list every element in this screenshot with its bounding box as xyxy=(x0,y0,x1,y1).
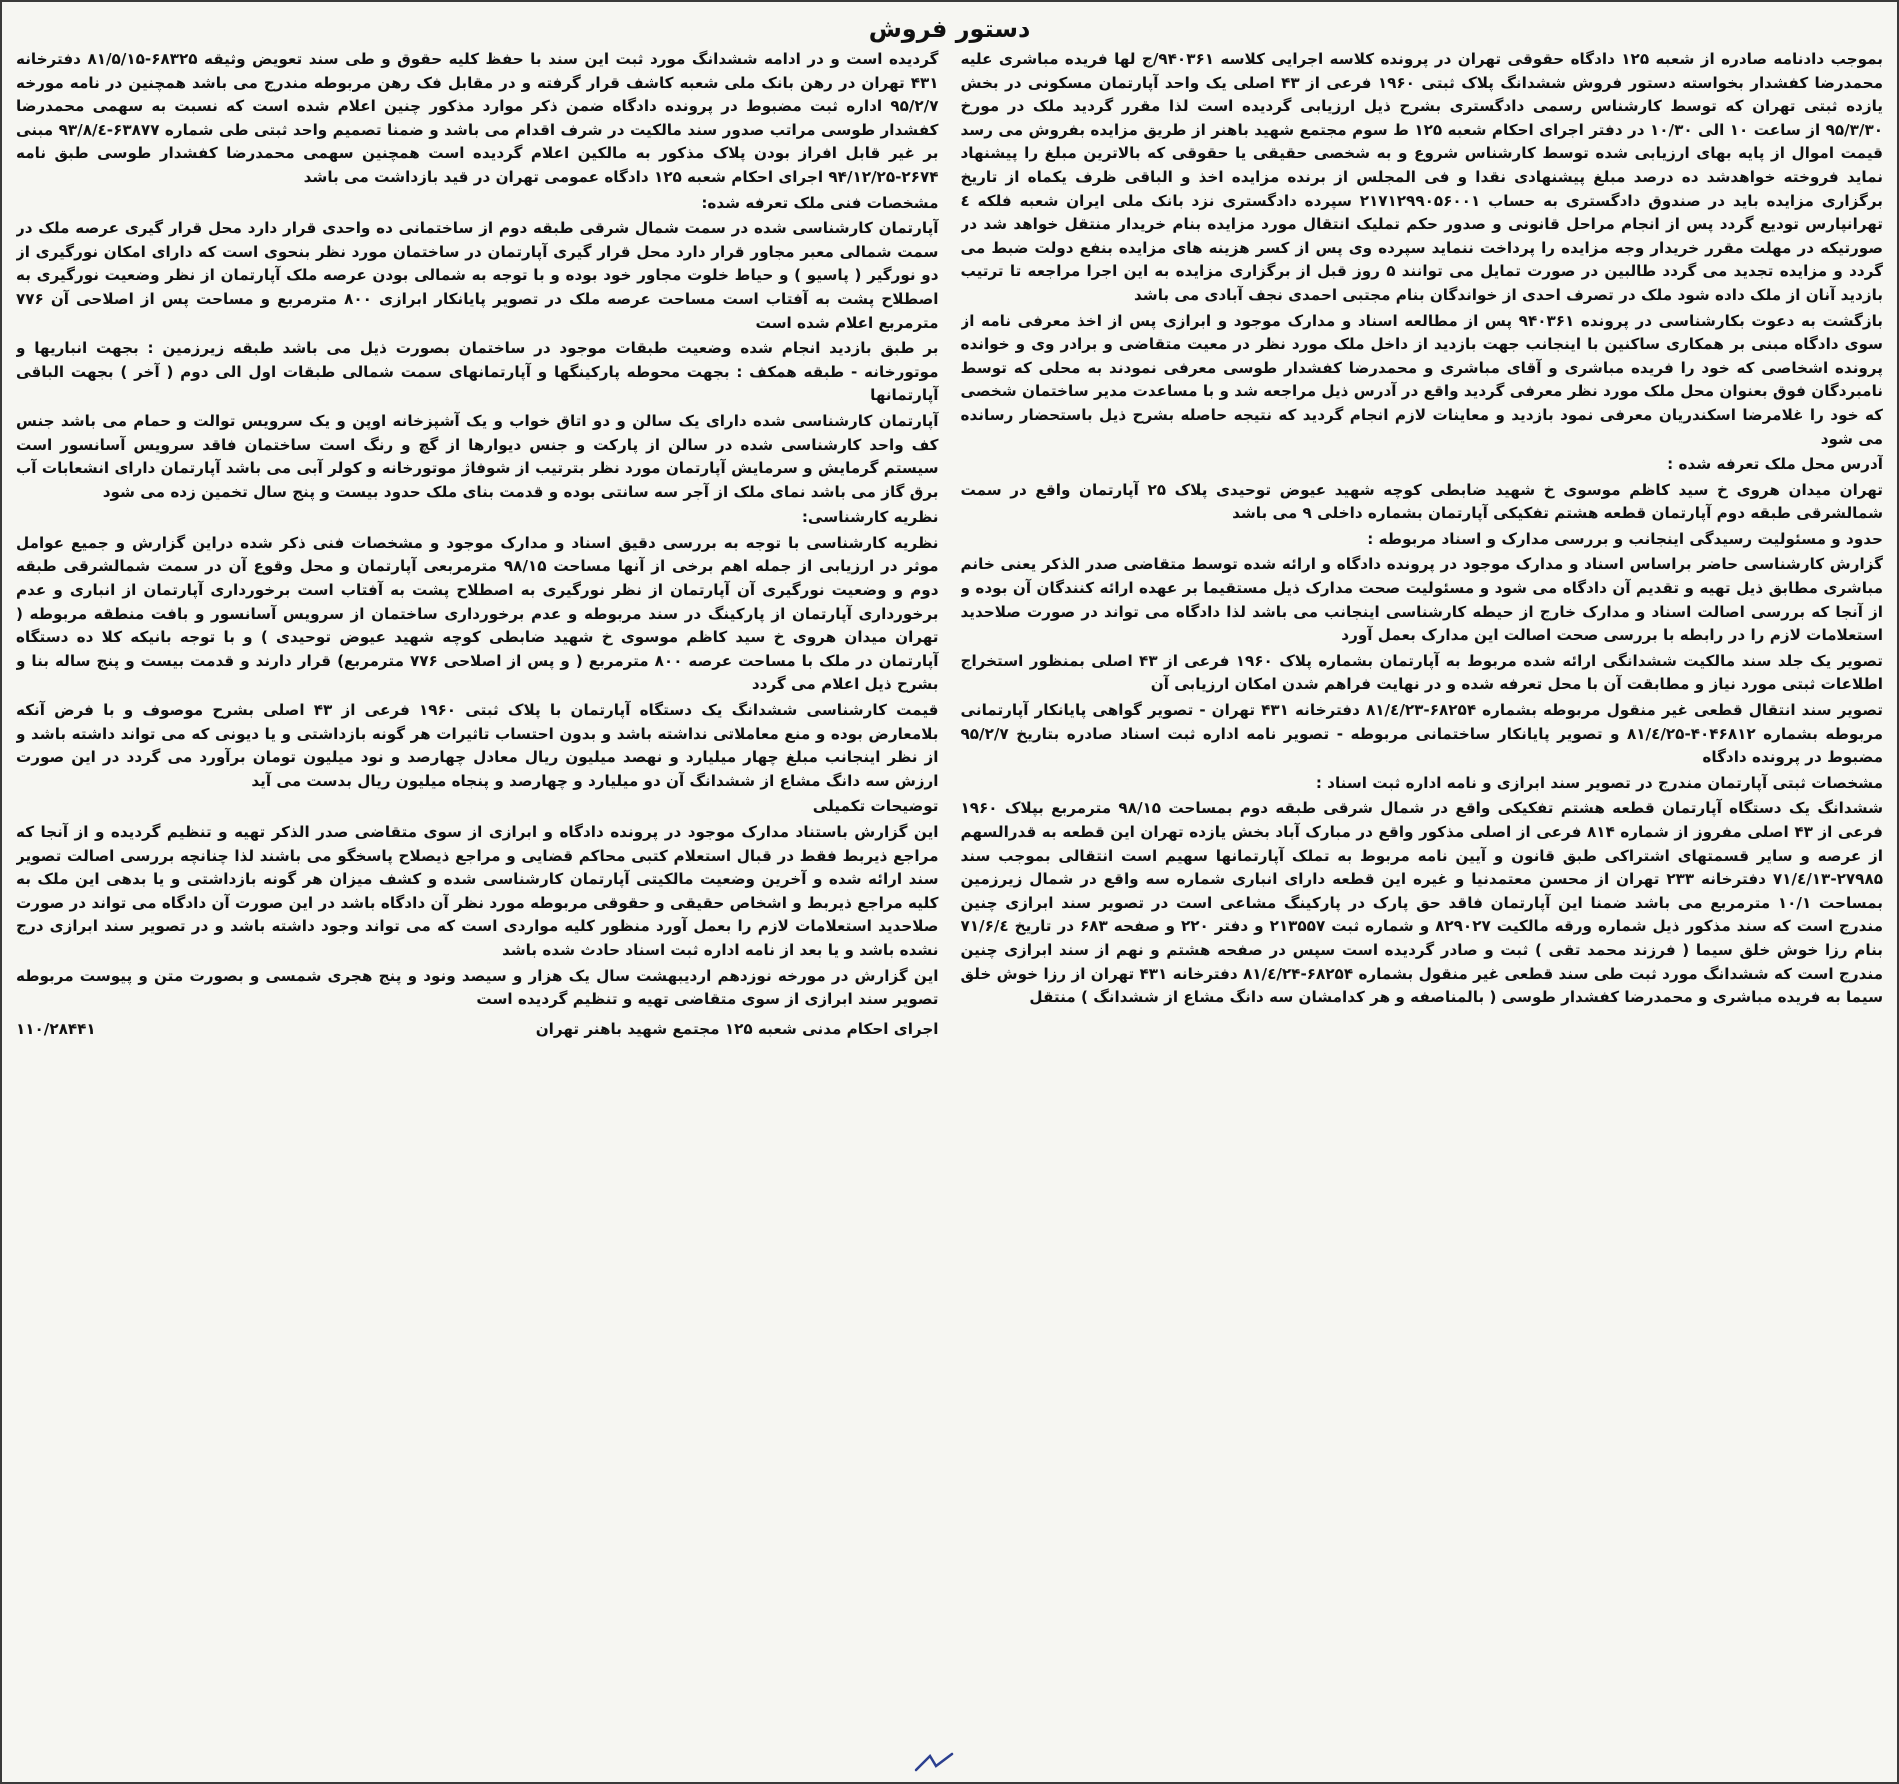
left-column xyxy=(16,48,939,1772)
doc-item: تصویر سند انتقال قطعی غیر منقول مربوطه بشماره ۶۸۲۵۴-۸۱/٤/۲۳ دفترخانه ۴۳۱ تهران - تصویر گواهی پایانکار آپارتمانی مربوطه بشماره ۴۰۴۶۸۱۲-۸۱/٤/۲۵ و تصویر پایانکار ساختمانی مربوطه - تصویر نامه اداره ثبت اسناد صادره بتاریخ ۹۵/۲/۷ مضبوط در پرونده دادگاه xyxy=(960,701,1883,767)
address-text: تهران میدان هروی خ سید کاظم موسوی خ شهید ضابطی کوچه شهید عیوض توحیدی پلاک ۲۵ آپارتمان واقع در سمت شمالشرقی طبقه دوم آپارتمان قطعه هشتم تفکیکی آپارتمان بشماره داخلی ۹ می باشد xyxy=(960,480,1883,523)
right-column xyxy=(961,48,1884,1772)
tech-paragraph: آپارتمان کارشناسی شده در سمت شمال شرقی طبقه دوم از ساختمانی ده واحدی قرار دارد محل قرار گیری عرصه ملک در سمت شمالی معبر مجاور قرار دارد محل قرار گیری آپارتمان در ساختمان مورد نظر بنحوی است که دارای امکان نورگیری از دو نورگیر ( پاسیو ) و حیاط خلوت مجاور خود بوده و با توجه به شمالی بودن عرصه ملک آپارتمان از نظر وضعیت نورگیری به اصطلاح پشت به آفتاب است مساحت عرصه ملک در تصویر پایانکار ابرازی ۸۰۰ مترمربع و مساحت پس از اصلاحی آن ۷۷۶ مترمربع اعلام شده است xyxy=(16,219,939,332)
address-heading: آدرس محل ملک تعرفه شده : xyxy=(1667,455,1883,474)
opinion-heading: نظریه کارشناسی: xyxy=(801,508,939,527)
paragraph-ownership-continued: گردیده است و در ادامه ششدانگ مورد ثبت این سند با حفظ کلیه حقوق و طی سند تعویض وثیقه ۶۸۳۲۵-۸۱/۵/۱۵ دفترخانه ۴۳۱ تهران در رهن بانک ملی شعبه کاشف قرار گرفته و در مقابل فک رهن مربوطه مندرج می باشد همچنین در نامه مورخه ۹۵/۲/۷ اداره ثبت مضبوط در پرونده دادگاه ضمن ذکر موارد مذکور چنین اعلام شده است که نسبت به سهمی محمدرضا کفشدار طوسی مراتب صدور سند مالکیت در شرف اقدام می باشد و ضمنا تصمیم واحد ثبتی طی شماره ۶۳۸۷۷-۹۳/۸/٤ مبنی بر غیر قابل افراز بودن پلاک مذکور به مالکین اعلام گردیده است همچنین سهمی محمدرضا کفشدار طوسی طبق نامه ۲۶۷۴-۹۴/۱۲/۲۵ اجرای احکام شعبه ۱۲۵ دادگاه عمومی تهران در قید بازداشت می باشد xyxy=(16,50,939,186)
limits-heading: حدود و مسئولیت رسیدگی اینجانب و بررسی مدارک و اسناد مربوطه : xyxy=(1367,529,1883,548)
notes-paragraph: این گزارش در مورخه نوزدهم اردیبهشت سال یک هزار و سیصد ونود و پنج هجری شمسی و بصورت متن و پیوست مربوطه تصویر سند ابرازی از سوی متقاضی تهیه و تنظیم گردیده است xyxy=(16,966,939,1009)
registry-heading: مشخصات ثبتی آپارتمان مندرج در تصویر سند ابرازی و نامه اداره ثبت اسناد : xyxy=(1315,773,1883,792)
limits-text: گزارش کارشناسی حاضر براساس اسناد و مدارک موجود در پرونده دادگاه و ارائه شده توسط متقاضی صدر الذکر یعنی خانم مباشری مطابق ذیل تهیه و تقدیم آن دادگاه می شود و مسئولیت صحت مدارک ذیل مستقیما بر عهده ارائه کنندگان آن بوده و از آنجا که بررسی اصالت اسناد و مدارک خارج از حیطه کارشناسی اینجانب می باشد لذا دادگاه می تواند در صورت صلاحدید استعلامات لازم را در رابطه با بررسی صحت اصالت این مدارک بعمل آورد xyxy=(960,555,1883,645)
notice-body xyxy=(16,48,1883,1772)
paragraph-expert-visit: بازگشت به دعوت بکارشناسی در پرونده ۹۴۰۳۶۱ پس از مطالعه اسناد و مدارک موجود و ابرازی پس از اخذ معرفی نامه از سوی دادگاه مبنی بر همکاری ساکنین با اینجانب جهت بازدید از داخل ملک مورد نظر در معیت متقاضی و برادر وی و خوانده پرونده اشخاصی که خود را فریده مباشری و آقای مباشری و محمدرضا کفشدار طوسی معرفی نمودند به محلی که توسط نامبردگان فوق بعنوان محل ملک مورد نظر معرفی گردید واقع در آدرس ذیل مراجعه شد و با مساعدت مدیر ساختمان شخصی که خود را غلامرضا اسکندریان معرفی نمود بازدید و معاینات لازم انجام گردید که نتیجه حاصله بشرح ذیل باستحضار رسانده می شود xyxy=(960,311,1883,448)
notes-paragraph: این گزارش باستناد مدارک موجود در پرونده دادگاه و ابرازی از سوی متقاضی صدر الذکر تهیه و تنظیم گردیده و از آنجا که مراجع ذیربط فقط در قبال استعلام کتبی محاکم قضایی و مراجع ذیصلاح پاسخگو می باشند لذا چنانچه بررسی اصالت تصویر سند ارائه شده و آخرین وضعیت مالکیتی آپارتمان کارشناسی شده و کشف میزان هر گونه بازداشتی و یا بدهی این ملک به کلیه مراجع ذیربط و اشخاص حقیقی و حقوقی مربوطه مورد نظر آن دادگاه باشد در این صورت آن دادگاه می تواند در صورت صلاحدید استعلامات لازم را بعمل آورد منظور کلیه مواردی است که می تواند وجود داشته باشد و در تصویر سند ابرازی درج نشده باشد و یا بعد از نامه اداره ثبت اسناد حادث شده باشد xyxy=(16,823,939,959)
tech-paragraph: بر طبق بازدید انجام شده وضعیت طبقات موجود در ساختمان بصورت ذیل می باشد طبقه زیرزمین : بجهت انباریها و موتورخانه - طبقه همکف : بجهت محوطه پارکینگها و آپارتمانهای سمت شمالی طبقات اول الی دوم ( آخر ) بجهت الباقی آپارتمانها xyxy=(16,339,939,405)
paragraph-court-order: بموجب دادنامه صادره از شعبه ۱۲۵ دادگاه حقوقی تهران در پرونده کلاسه اجرایی کلاسه ۹۴۰۳۶۱/ج لها فریده مباشری علیه محمدرضا کفشدار بخواسته دستور فروش ششدانگ پلاک ثبتی ۱۹۶۰ فرعی از ۴۳ اصلی یک واحد آپارتمان مسکونی در بخش یازده ثبتی تهران که توسط کارشناس رسمی دادگستری بشرح ذیل ارزیابی گردیده است لذا مقرر گردید ملک در مورخ ۹۵/۳/۳۰ از ساعت ۱۰ الی ۱۰/۳۰ در دفتر اجرای احکام شعبه ۱۲۵ ط سوم مجتمع شهید باهنر از طریق مزایده بفروش می رسد قیمت اموال از پایه بهای ارزیابی شده توسط کارشناس شروع و به شخصی حقیقی یا حقوقی که بالاترین مبلغ را پیشنهاد نماید فروخته خواهدشد ده درصد مبلغ پیشنهادی نقدا و فی المجلس از برنده مزایده اخذ و الباقی ظرف یکماه از تاریخ برگزاری مزایده باید در صندوق دادگستری به حساب ۲۱۷۱۲۹۹۰۵۶۰۰۱ سپرده دادگستری نزد بانک ملی ایران شعبه فلکه ٤ تهرانپارس تودیع گردد پس از انجام مراحل قانونی و صدور حکم تملیک انتقال مورد مزایده بنام خریدار منتقل خواهد شد در صورتیکه در مهلت مقرر خریدار وجه مزایده را پرداخت ننماید سپرده وی پس از کسر هزینه های مزایده بنفع دولت ضبط می گردد و مزایده تجدید می گردد طالبین در صورت تمایل می توانند ۵ روز قبل از برگزاری مزایده به این اجرا مراجعه تا ترتیب بازدید آنان از ملک داده شود ملک در تصرف احدی از خواندگان بنام مجتبی احمدی نجف آبادی می باشد xyxy=(960,50,1883,304)
opinion-paragraph: قیمت کارشناسی ششدانگ یک دستگاه آپارتمان با پلاک ثبتی ۱۹۶۰ فرعی از ۴۳ اصلی بشرح موصوف و با فرض آنکه بلامعارض بوده و منع معاملاتی نداشته باشد و بدون احتساب تاثیرات هر گونه بازداشتی و یا دیونی که می تواند داشته باشد و از نظر اینجانب مبلغ چهار میلیارد و نهصد میلیون ریال معادل چهارصد و نود میلیون تومان برآورد می گردد در این صورت ارزش سه دانگ مشاع از ششدانگ آن دو میلیارد و چهارصد و پنجاه میلیون ریال بدست می آید xyxy=(16,701,939,790)
notes-heading: توضیحات تکمیلی xyxy=(812,797,939,816)
notice-title: دستور فروش xyxy=(868,15,1031,43)
doc-item: تصویر یک جلد سند مالکیت ششدانگی ارائه شده مربوط به آپارتمان بشماره پلاک ۱۹۶۰ فرعی از ۴۳ اصلی بمنظور استخراج اطلاعات ثبتی مورد نیاز و مطابقت آن با محل تعرفه شده و در نهایت فراهم شدن امکان ارزیابی آن xyxy=(960,651,1883,694)
opinion-paragraph: نظریه کارشناسی با توجه به بررسی دقیق اسناد و مدارک موجود و مشخصات فنی ذکر شده دراین گزارش و جمیع عوامل موثر در ارزیابی از جمله اهم برخی از آنها مساحت ۹۸/۱۵ مترمربعی آپارتمان و محل وقوع آن در سمت شمالشرقی طبقه دوم و وضعیت نورگیری آن آپارتمان از نظر نورگیری به اصطلاح پشت به آفتاب است برخورداری آپارتمان از انباری و عدم برخورداری آپارتمان از پارکینگ در سند مربوطه و عدم برخورداری ساختمان از سرویس آسانسور و بافت منطقه مربوطه ( تهران میدان هروی خ سید کاظم موسوی خ شهید ضابطی کوچه شهید عیوض توحیدی ) و با توجه بانیکه کلا ده دستگاه آپارتمان در ملک با مساحت عرصه ۸۰۰ مترمربع ( و پس از اصلاحی ۷۷۶ مترمربع) قرار دارند و قدمت بیست و پنج ساله بنا و بشرح ذیل اعلام می گردد xyxy=(16,533,939,694)
reference-number: ۱۱۰/۲۸۴۴۱ xyxy=(16,1019,96,1038)
tech-paragraph: آپارتمان کارشناسی شده دارای یک سالن و دو اتاق خواب و یک آشپزخانه اوپن و یک سرویس توالت و حمام می باشد جنس کف واحد کارشناسی شده در سالن از پارکت و جنس دیوارها از گچ و رنگ است ساختمان فاقد سرویس آسانسور است سیستم گرمایش و سرمایش آپارتمان مورد نظر بترتیب از شوفاژ موتورخانه و کولر آبی می باشد آپارتمان دارای انشعابات آب برق گاز می باشد نمای ملک از آجر سه سانتی بوده و قدمت بنای ملک حدود بیست و پنج سال تخمین زده می شود xyxy=(16,411,939,501)
registry-text: ششدانگ یک دستگاه آپارتمان قطعه هشتم تفکیکی واقع در شمال شرقی طبقه دوم بمساحت ۹۸/۱۵ مترمربع بپلاک ۱۹۶۰ فرعی از ۴۳ اصلی مفروز از شماره ۸۱۴ فرعی از اصلی مذکور واقع در مبارک آباد بخش یازده تهران این قطعه به قدرالسهم از عرصه و سایر قسمتهای اشتراکی طبق قانون و آیین نامه مربوط به تملک آپارتمانها سهیم است انتقالی بموجب سند ۲۷۹۸۵-۷۱/٤/۱۳ دفترخانه ۲۳۳ تهران از محسن معتمدنیا و غیره این قطعه دارای انباری شماره سه واقع در شمال زیرزمین بمساحت ۱۰/۱ مترمربع می باشد ضمنا این آپارتمان فاقد حق پارک در پارکینگ مشاعی است در تصویر سند ابرازی چنین مندرج است که سند مذکور ذیل شماره ورقه مالکیت ۸۲۹۰۲۷ و شماره ثبت ۲۱۳۵۵۷ و دفتر ۲۲۰ و صفحه ۶۸۳ در تاریخ ۷۱/۶/٤ بنام رزا خوش خلق سیما ( فرزند محمد تقی ) ثبت و صادر گردیده است سپس در صفحه هشتم و نهم از سند ابرازی چنین مندرج است که ششدانگ مورد ثبت طی سند قطعی غیر منقول بشماره ۶۸۲۵۴-۸۱/٤/۲۴ دفترخانه ۴۳۱ تهران از رزا خوش خلق سیما به فریده مباشری و محمدرضا کفشدار طوسی ( بالمناصفه و هر کدامشان سه دانگ مشاع از ششدانگ ) منتقل xyxy=(960,799,1883,1007)
signature-text: اجرای احکام مدنی شعبه ۱۲۵ مجتمع شهید باهنر تهران xyxy=(535,1019,939,1038)
signature-line xyxy=(16,1018,939,1042)
tech-heading: مشخصات فنی ملک تعرفه شده: xyxy=(701,193,939,212)
